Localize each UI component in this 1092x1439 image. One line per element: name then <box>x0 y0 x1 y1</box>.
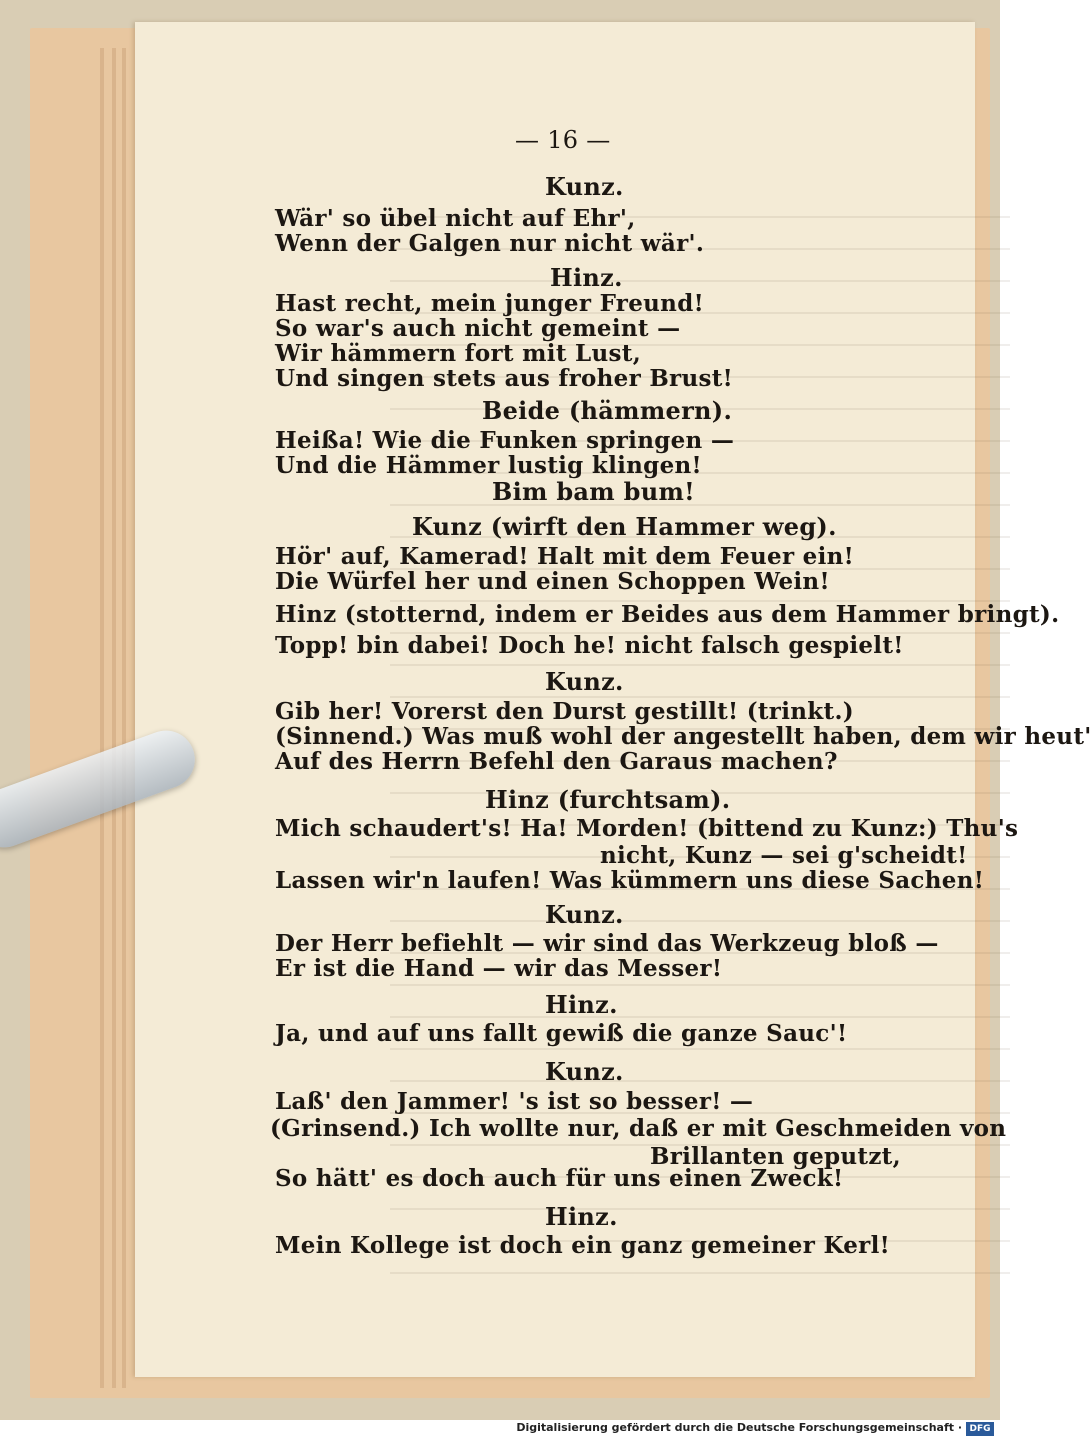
text-line: Brillanten geputzt, <box>650 1143 901 1170</box>
text-line: (Sinnend.) Was muß wohl der angestellt haben, dem wir heut' <box>275 723 1092 750</box>
text-line: Und die Hämmer lustig klingen! <box>275 452 702 479</box>
text-line: nicht, Kunz — sei g'scheidt! <box>600 842 968 869</box>
stage-direction-heading: Kunz (wirft den Hammer weg). <box>412 512 837 541</box>
text-line: Wenn der Galgen nur nicht wär'. <box>275 230 705 257</box>
text-line: Er ist die Hand — wir das Messer! <box>275 955 723 982</box>
text-line: Und singen stets aus froher Brust! <box>275 365 734 392</box>
speaker-heading: Kunz. <box>545 900 624 929</box>
page-edge <box>100 48 104 1388</box>
stage-direction-heading: Beide (hämmern). <box>482 396 733 425</box>
text-line: Die Würfel her und einen Schoppen Wein! <box>275 568 830 595</box>
page-number: — 16 — <box>515 126 611 154</box>
speaker-heading: Hinz. <box>545 990 618 1019</box>
text-line: Mich schaudert's! Ha! Morden! (bittend zu Kunz:) Thu's <box>275 815 1019 842</box>
text-line: Der Herr befiehlt — wir sind das Werkzeug bloß — <box>275 930 939 957</box>
text-line: Hör' auf, Kamerad! Halt mit dem Feuer ein! <box>275 543 855 570</box>
text-line: Hast recht, mein junger Freund! <box>275 290 704 317</box>
text-line: Heißa! Wie die Funken springen — <box>275 427 735 454</box>
text-line: Laß' den Jammer! 's ist so besser! — <box>275 1088 754 1115</box>
funding-credit: Digitalisierung gefördert durch die Deutsche Forschungsgemeinschaft · <box>516 1421 962 1434</box>
speaker-heading: Kunz. <box>545 667 624 696</box>
text-line: Ja, und auf uns fallt gewiß die ganze Sauc'! <box>275 1020 848 1047</box>
text-line: So hätt' es doch auch für uns einen Zweck! <box>275 1165 844 1192</box>
speaker-heading: Kunz. <box>545 172 624 201</box>
text-line: Auf des Herrn Befehl den Garaus machen? <box>275 748 838 775</box>
page-edge <box>112 48 116 1388</box>
dfg-logo: DFG <box>966 1422 994 1436</box>
text-line: (Grinsend.) Ich wollte nur, daß er mit Geschmeiden von <box>270 1115 1007 1142</box>
speaker-heading: Hinz. <box>550 263 623 292</box>
page-edge <box>122 48 126 1388</box>
text-line: Topp! bin dabei! Doch he! nicht falsch gespielt! <box>275 632 904 659</box>
text-line: Wir hämmern fort mit Lust, <box>275 340 642 367</box>
stage-direction-line: Hinz (stotternd, indem er Beides aus dem Hammer bringt). <box>275 601 1060 628</box>
speaker-heading: Hinz. <box>545 1202 618 1231</box>
stage-direction-heading: Hinz (furchtsam). <box>485 785 731 814</box>
text-line: So war's auch nicht gemeint — <box>275 315 681 342</box>
text-line: Wär' so übel nicht auf Ehr', <box>275 205 636 232</box>
text-line: Bim bam bum! <box>492 477 695 506</box>
text-line: Lassen wir'n laufen! Was kümmern uns diese Sachen! <box>275 867 985 894</box>
speaker-heading: Kunz. <box>545 1057 624 1086</box>
text-line: Gib her! Vorerst den Durst gestillt! (trinkt.) <box>275 698 854 725</box>
text-line: Mein Kollege ist doch ein ganz gemeiner Kerl! <box>275 1232 891 1259</box>
